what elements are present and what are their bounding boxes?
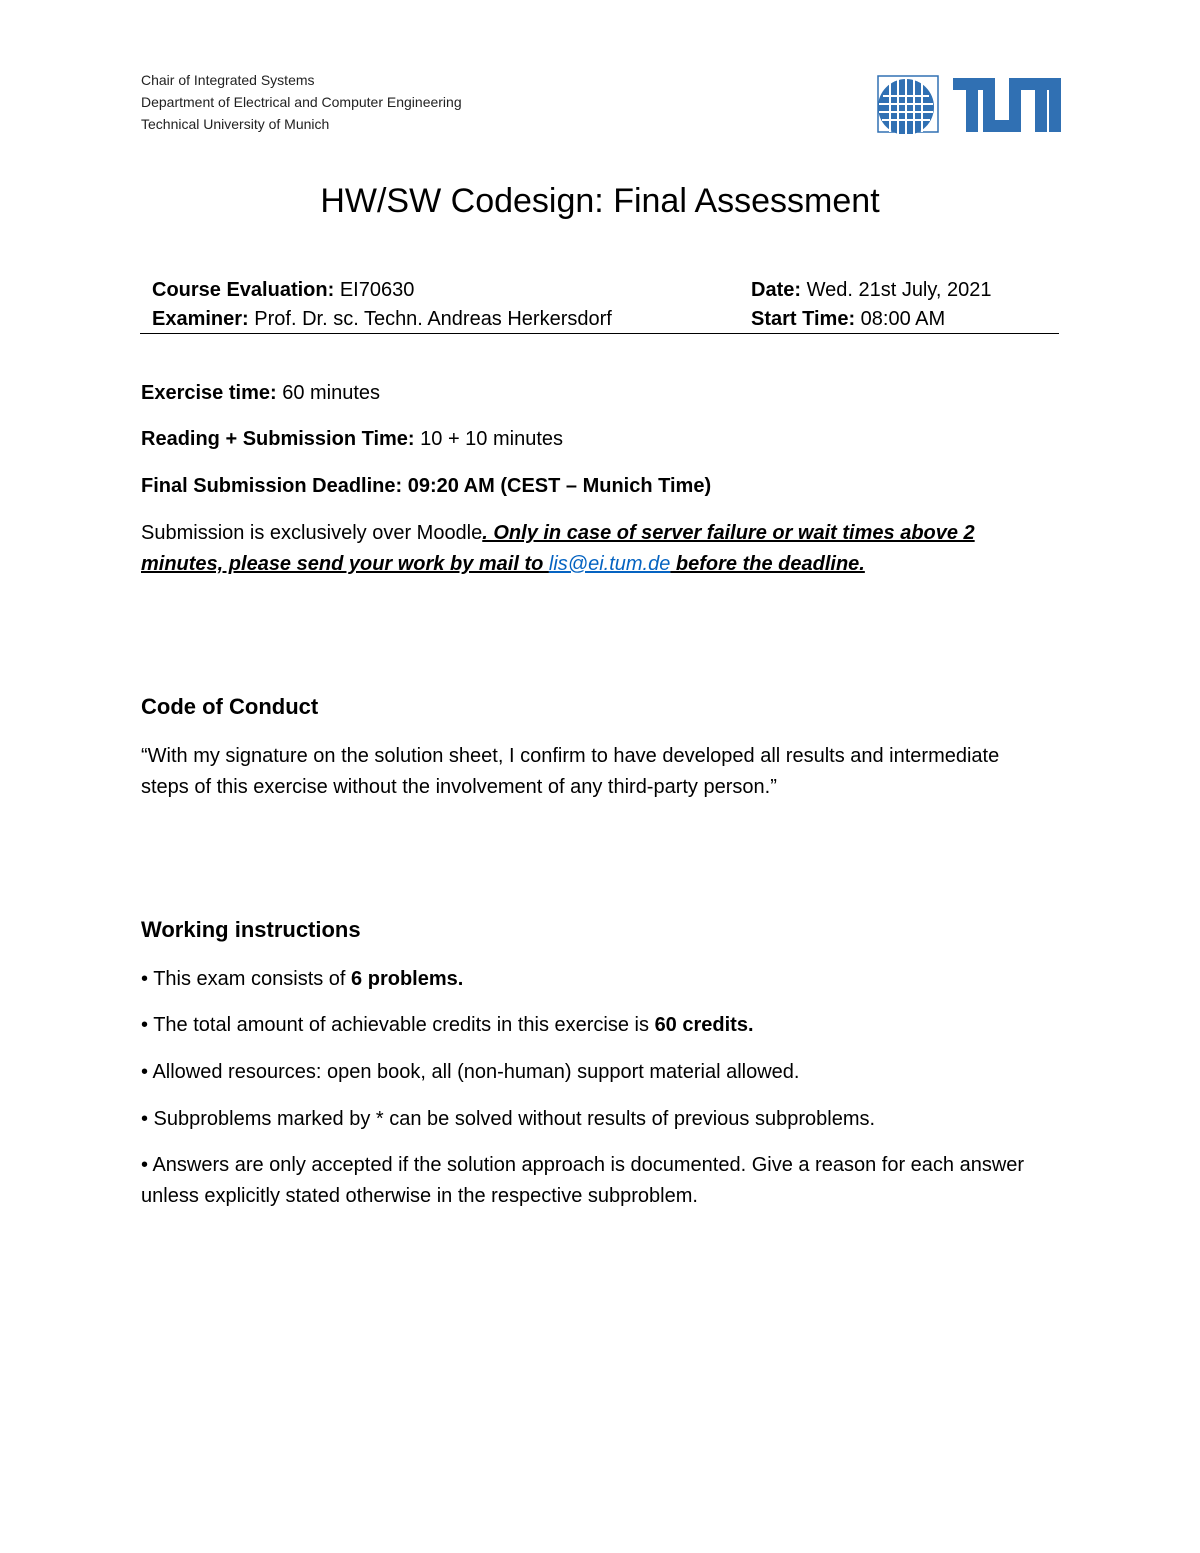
institution-line-university: Technical University of Munich (141, 116, 330, 132)
examiner-label: Examiner: (152, 308, 249, 330)
tum-logo (875, 74, 1061, 134)
instruction-problems-count: 6 problems. (351, 968, 464, 990)
reading-submission-time (141, 428, 563, 451)
exercise-time-value: 60 minutes (282, 382, 381, 404)
conduct-statement: “With my signature on the solution sheet, I confirm to have developed all results and intermediate steps of this exercise without the involvement of any third-party person.” (141, 745, 1000, 798)
instruction-credits-amount: 60 credits. (654, 1014, 754, 1036)
tum-wordmark-icon (953, 78, 1061, 132)
final-deadline (141, 475, 711, 498)
course-value: EI70630 (339, 279, 415, 301)
final-deadline-text: Final Submission Deadline: 09:20 AM (CEST – Munich Time) (141, 475, 712, 497)
start-time (751, 308, 945, 331)
course-evaluation (152, 279, 414, 302)
instruction-problems-text: • This exam consists of (141, 968, 352, 990)
submission-plain: Submission is exclusively over Moodle (141, 522, 483, 544)
instructions-heading: Working instructions (141, 917, 361, 942)
start-time-label: Start Time: (751, 308, 856, 330)
reading-time-value: 10 + 10 minutes (420, 428, 564, 450)
institution-line-chair: Chair of Integrated Systems (141, 72, 315, 88)
instruction-problems (141, 964, 1041, 995)
exam-date (751, 279, 992, 302)
instruction-subproblems: • Subproblems marked by * can be solved without results of previous subproblems. (141, 1108, 876, 1130)
course-label: Course Evaluation: (152, 279, 335, 301)
instruction-credits-text: • The total amount of achievable credits in this exercise is (141, 1014, 655, 1036)
email-link[interactable]: lis@ei.tum.de (548, 553, 671, 575)
submission-warning-2: before the deadline. (670, 553, 865, 575)
examiner-value: Prof. Dr. sc. Techn. Andreas Herkersdorf (254, 308, 612, 330)
instruction-credits (141, 1010, 1041, 1041)
conduct-heading: Code of Conduct (141, 694, 319, 719)
examiner (152, 308, 612, 331)
exercise-time-label: Exercise time: (141, 382, 277, 404)
tum-seal-icon (878, 76, 938, 134)
submission-note (141, 518, 1061, 580)
instruction-resources: • Allowed resources: open book, all (non-human) support material allowed. (141, 1061, 800, 1083)
instruction-answers: • Answers are only accepted if the solution approach is documented. Give a reason for each answer unless explicitly stated otherwise in the respective subproblem. (141, 1154, 1025, 1207)
date-label: Date: (751, 279, 802, 301)
document-title: HW/SW Codesign: Final Assessment (320, 182, 880, 220)
reading-time-label: Reading + Submission Time: (141, 428, 415, 450)
exercise-time (141, 382, 380, 405)
header-divider (140, 333, 1059, 334)
date-value: Wed. 21st July, 2021 (806, 279, 992, 301)
submission-warning-1: . Only in case of server failure or wait times above 2 minutes, please send your work by mail to (141, 522, 975, 575)
institution-line-department: Department of Electrical and Computer Engineering (141, 94, 462, 110)
start-time-value: 08:00 AM (860, 308, 946, 330)
